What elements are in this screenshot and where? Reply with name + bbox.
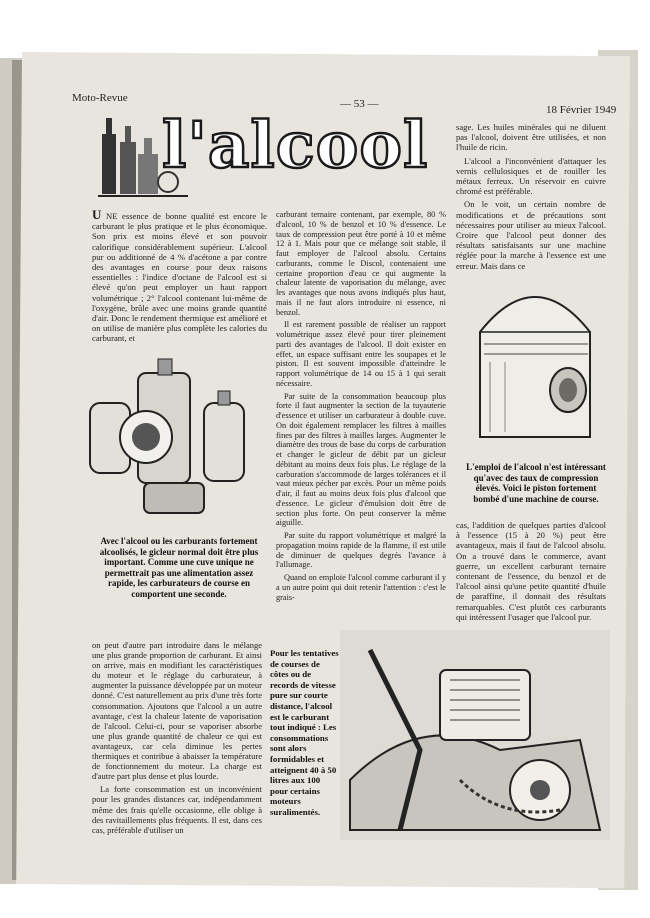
col2-paragraph: Par suite du rapport volumétrique et malgré la propagation moins rapide de la flamme, il est utile de diminuer de quelques degrés l'avance à l'allumage. bbox=[276, 531, 446, 570]
column-3-bottom bbox=[456, 520, 606, 625]
col3-paragraph: L'alcool a l'inconvénient d'attaquer les vernis cellulosiques et de rouiller les métaux ferreux. Un réservoir en cuivre chromé est préférable. bbox=[456, 155, 606, 197]
carburetor-image bbox=[84, 355, 264, 535]
col2-paragraph: Par suite de la consommation beaucoup plus forte il faut augmenter la section de la tuyauterie d'essence et utiliser un carburateur à double cuve. On doit également remplacer les filtres à mailles fines par des filtres à mailles larges. Augmenter le diamètre des trous de base du corps de carburation et changer le gicleur de débit par un gicleur débitant au moins deux fois plus. Le réglage de la carburation s'accommode de larges tolérances et il vaut mieux pécher par excès. Pour un même poids d'air, il faut au moins deux fois plus d'alcool que d'essence. Le gicleur d'émulsion doit être de section plus forte. On peut conserver la même aiguille. bbox=[276, 391, 446, 528]
issue-date: 18 Février 1949 bbox=[546, 104, 617, 116]
col2-paragraph: carburant ternaire contenant, par exemple, 80 % d'alcool, 10 % de benzol et 10 % d'essence. Le taux de compression peut être porté à 10 et même 12 à 1. Mais pour que ce mélange soit stable, il faut employer de l'alcool absolu. Certains carburants, comme le Discol, contenaient une certaine proportion d'eau ce qui augmente la chaleur latente de vaporisation du mélange, avec les avantages que nous avons indiqués plus haut, mais il ne faut alors introduire ni essence, ni benzol. bbox=[276, 210, 446, 317]
piston-caption: L'emploi de l'alcool n'est intéressant qu'avec des taux de compression élevés. Voici le piston fortement bombé d'une machine de course. bbox=[466, 462, 606, 504]
column-2 bbox=[276, 210, 446, 605]
col2-paragraph: Quand on emploie l'alcool comme carburant il y a un autre point qui doit retenir l'attention : c'est le grais- bbox=[276, 573, 446, 602]
motorcycle-engine-image bbox=[340, 630, 610, 840]
motorcycle-caption: Pour les tentatives de courses de côtes ou de records de vitesse pure sur courte distance, l'alcool est le carburant tout indiqué : Les consommations sont alors formidables et atteignent 40 à 50 litres aux 100 pour certains moteurs suralimentés. bbox=[270, 648, 339, 817]
col1-bottom-paragraph: La forte consommation est un inconvénient pour les grandes distances car, indépendamment même des frais qu'elle occasionne, elle oblige à des ravitaillements plus fréquents. Il est, dans ces cas, préférable d'utiliser un bbox=[92, 784, 262, 835]
col3-bottom-text: cas, l'addition de quelques parties d'alcool à l'essence (15 à 20 %) peut être avantageux, mais il faut de l'alcool absolu. On a trouvé dans le commerce, avant guerre, un excellent carburant ternaire contenant de l'essence, du benzol et de l'alcool ainsi qu'une petite quantité d'huile de paraffine, il donnait des résultats remarquables. C'est plutôt ces carburants qui intéressent l'usager que l'alcool pur. bbox=[456, 520, 606, 622]
col3-paragraph: sage. Les huiles minérales qui ne diluent pas l'alcool, doivent être utilisées, et non l'huile de ricin. bbox=[456, 122, 606, 153]
column-3-top bbox=[456, 122, 606, 274]
intro-text: NE essence de bonne qualité est encore le carburant le plus pratique et le plus économique. Son prix est moins élevé et son pouvoir calorifique considérablement supérieur. L'alcool pur ou additionné de 4 % d'acétone a par contre des avantages en course pour deux raisons essentielles : l'indice d'octane de l'alcool est si élevé qu'on peut employer un haut rapport volumétrique ; 2° l'alcool contenant lui-même de l'oxygène, brûle avec une moins grande quantité d'air. Donc le rendement thermique est amélioré et on utilise de manière plus complète les calories du carburant, et bbox=[92, 211, 267, 344]
col2-paragraph: Il est rarement possible de réaliser un rapport volumétrique assez élevé pour tirer pleinement parti des avantages de l'alcool. Il doit exister en effet, un espace suffisant entre les soupapes et le piston. Il est souvent impossible d'atteindre le rapport volumétrique de 14 ou 15 à 1 qui serait nécessaire. bbox=[276, 320, 446, 388]
piston-image bbox=[460, 262, 610, 452]
carburetor-caption: Avec l'alcool ou les carburants fortement alcoolisés, le gicleur normal doit être plus important. Comme une cuve unique ne permettrait pas une alimentation assez rapide, les carburateurs de course en comportent une seconde. bbox=[99, 536, 259, 599]
title-banner bbox=[98, 96, 444, 206]
intro-paragraph bbox=[92, 207, 267, 344]
column-1-top bbox=[92, 207, 267, 347]
page-number: — 53 — bbox=[340, 98, 379, 110]
col1-bottom-paragraph: on peut d'autre part introduire dans le mélange une plus grande proportion de carburant. Et ainsi on arrive, mais en modifiant les caractéristiques du moteur et le réglage du carburateur, à augmenter la puissance développée par un moteur donné. C'est naturellement au prix d'une très forte consommation. Ajoutons que l'alcool a un autre avantage, c'est la chaleur latente de vaporisation de l'alcool. Celui-ci, pour se vaporiser absorbe une plus grande quantité de chaleur ce qui est avantageux, car cela diminue les pertes thermiques et contribue à abaisser la température de fonctionnement du moteur. La charge est d'autre part plus dense et plus lourde. bbox=[92, 640, 262, 782]
column-1-bottom bbox=[92, 640, 262, 838]
article-title: l'alcool bbox=[162, 108, 429, 183]
col3-paragraph: On le voit, un certain nombre de modifications et de précautions sont nécessaires pour utiliser au mieux l'alcool. Croire que l'alcool peut donner des résultats satisfaisants sur une machine réglée pour la marche à l'essence est une erreur. Mais dans ce bbox=[456, 199, 606, 271]
magazine-name: Moto-Revue bbox=[72, 92, 128, 104]
dropcap: U bbox=[92, 207, 102, 222]
